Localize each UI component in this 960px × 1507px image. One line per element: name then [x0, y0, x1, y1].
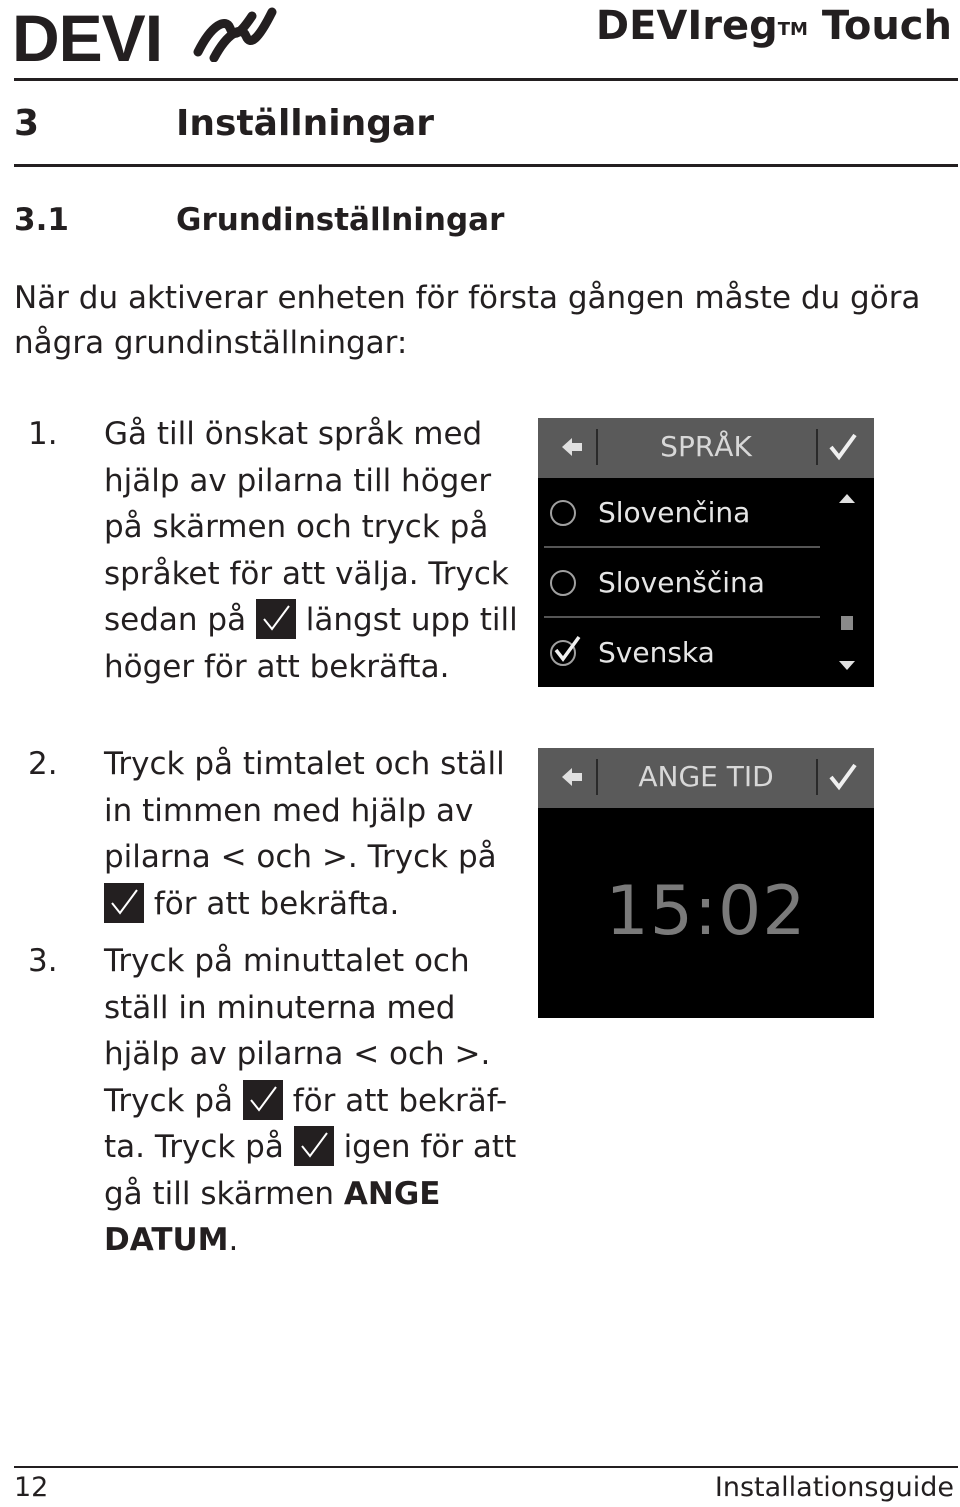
step-3-text-c: igen för att gå till skärmen — [104, 1129, 517, 1212]
step-3-bold-text: ANGE DATUM — [104, 1175, 441, 1258]
step-3-text-end: . — [228, 1222, 239, 1258]
header-separator — [816, 429, 818, 465]
header-separator — [816, 759, 818, 795]
product-name-text: DEVIreg — [595, 3, 778, 49]
inline-check-icon — [256, 599, 296, 639]
step-3-number: 3. — [28, 943, 58, 979]
page-number: 12 — [14, 1472, 49, 1503]
back-arrow-icon[interactable] — [560, 436, 584, 458]
language-option[interactable] — [538, 548, 820, 618]
language-option-selected[interactable] — [538, 618, 820, 688]
devi-logo-mark-icon — [192, 4, 278, 62]
time-display[interactable]: 15:02 — [605, 872, 807, 951]
language-option[interactable] — [538, 478, 820, 548]
step-1-text-b: längst upp till höger för att bekräfta. — [104, 602, 518, 685]
step-1-text-a: Gå till önskat språk med hjälp av pilarna till höger på skärmen och tryck på språket för att välja. Tryck sedan på — [104, 416, 509, 638]
step-2-number: 2. — [28, 746, 58, 782]
scroll-up-icon[interactable] — [838, 492, 856, 504]
radio-icon — [550, 570, 576, 596]
subsection-number: 3.1 — [14, 202, 69, 238]
inline-check-icon — [294, 1126, 334, 1166]
back-arrow-icon[interactable] — [560, 766, 584, 788]
language-option-label: Slovenčina — [598, 496, 751, 529]
header-rule — [14, 78, 958, 81]
product-name — [596, 2, 952, 50]
language-screen-title: SPRÅK — [660, 430, 752, 463]
footer-doc-title: Installationsguide — [714, 1472, 954, 1503]
inline-check-icon — [104, 883, 144, 923]
section-rule — [14, 164, 958, 167]
step-1-text — [104, 411, 524, 690]
time-screen-header — [538, 748, 874, 808]
step-3-text-b: för att bekräf-ta. Tryck på — [104, 1082, 508, 1165]
footer-rule — [14, 1466, 958, 1468]
step-3-text-a: Tryck på minuttalet och ställ in minuterna med hjälp av pilarna < och >. Tryck på — [104, 943, 491, 1119]
time-screen — [538, 748, 874, 1018]
trademark: TM — [777, 19, 808, 40]
time-screen-title: ANGE TID — [638, 760, 774, 793]
language-option-label: Slovenščina — [598, 566, 765, 599]
step-2-text — [104, 741, 524, 927]
step-2-text-b: för att bekräfta. — [144, 885, 400, 922]
selected-check-icon — [552, 634, 582, 664]
radio-icon — [550, 500, 576, 526]
language-option-label: Svenska — [598, 636, 715, 669]
intro-paragraph: När du aktiverar enheten för första gången måste du göra några grundinställningar: — [14, 280, 921, 361]
product-name-suffix: Touch — [807, 3, 952, 49]
confirm-check-icon[interactable] — [828, 432, 858, 462]
step-3-text — [104, 938, 524, 1264]
scroll-down-icon[interactable] — [838, 660, 856, 672]
language-screen — [538, 418, 874, 687]
inline-check-icon — [243, 1080, 283, 1120]
confirm-check-icon[interactable] — [828, 762, 858, 792]
language-screen-header — [538, 418, 874, 478]
step-1-number: 1. — [28, 416, 58, 452]
scrollbar-thumb[interactable] — [841, 616, 853, 630]
brand-logo: DEVI — [12, 1, 163, 75]
step-2-text-a: Tryck på timtalet och ställ in timmen med hjälp av pilarna < och >. Tryck på — [104, 746, 505, 875]
section-title: Inställningar — [176, 103, 435, 144]
subsection-title: Grundinställningar — [176, 202, 505, 238]
section-number: 3 — [14, 103, 40, 144]
